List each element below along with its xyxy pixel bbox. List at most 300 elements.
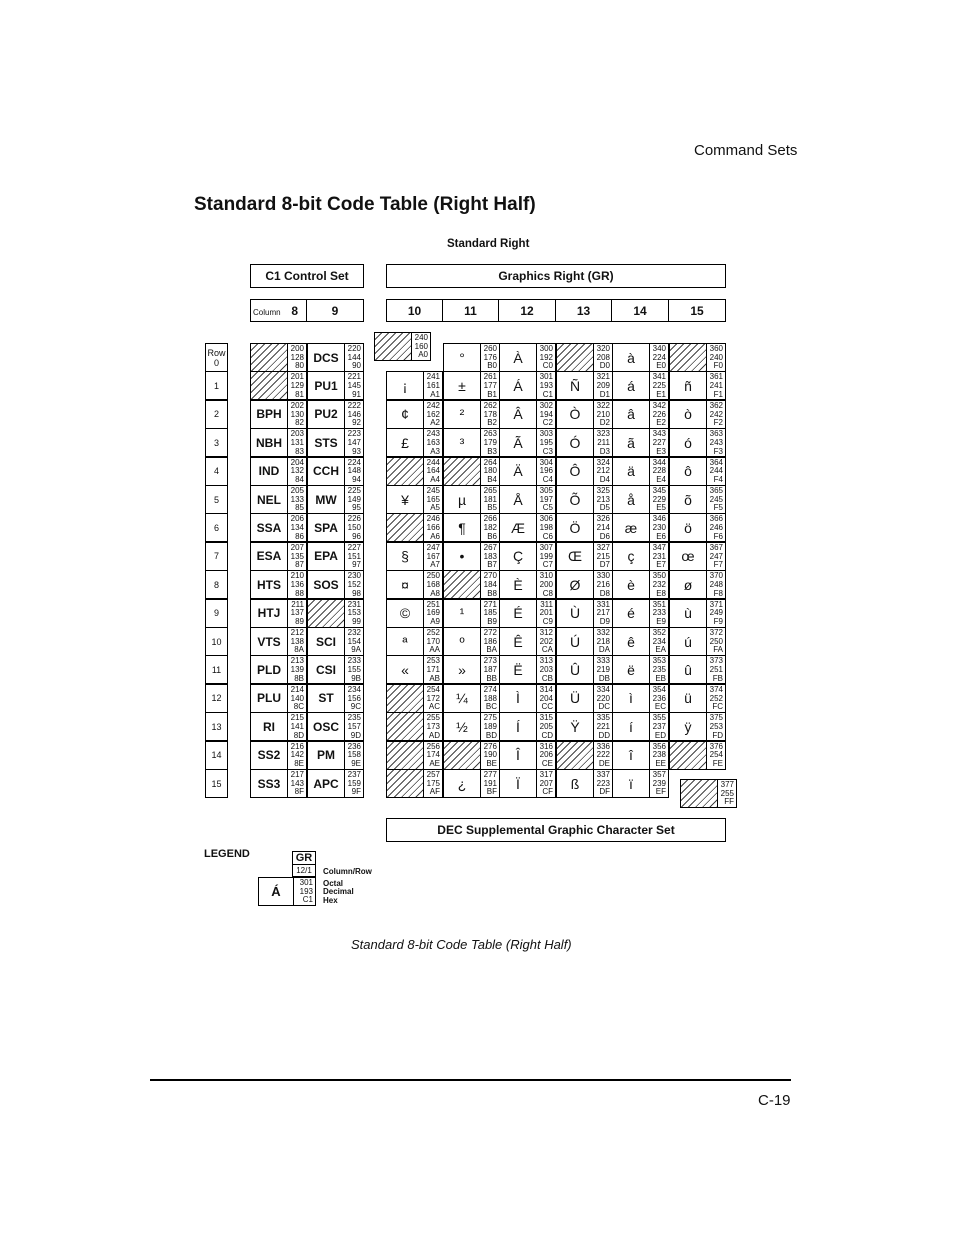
figure-caption: Standard 8-bit Code Table (Right Half) [351, 937, 572, 952]
cell-codes: 305 197 C5 [539, 486, 553, 513]
cell-codes: 250 168 A8 [426, 571, 440, 598]
cell-codes: 370 248 F8 [709, 571, 723, 598]
cell-codes: 334 220 DC [596, 684, 610, 712]
cell-glyph: ° [444, 344, 481, 371]
code-cell-c9 [499, 599, 556, 628]
code-cell-ef [612, 769, 669, 798]
cell-codes: 354 236 EC [652, 684, 666, 712]
cell-codes: 342 226 E2 [652, 400, 666, 428]
cell-glyph: ì [613, 685, 650, 712]
cell-glyph: SCI [308, 628, 345, 655]
cell-codes: 245 165 A5 [426, 486, 440, 513]
code-cell-d8 [556, 570, 613, 599]
graphics-right-header: Graphics Right (GR) [386, 264, 726, 288]
cell-codes: 340 224 E0 [652, 344, 666, 371]
code-cell-d4 [556, 457, 613, 486]
code-cell-d1 [556, 371, 613, 400]
cell-codes: 362 242 F2 [709, 400, 723, 428]
cell-codes: 326 214 D6 [596, 514, 610, 541]
cell-codes: 313 203 CB [539, 656, 553, 683]
legend-cell [258, 877, 316, 906]
code-cell-a2 [386, 400, 443, 429]
cell-glyph: Œ [557, 543, 594, 570]
cell-glyph: EPA [308, 543, 345, 570]
cell-glyph: ë [613, 656, 650, 683]
code-cell-8c [250, 684, 307, 713]
row-label-2: 2 [205, 400, 228, 429]
cell-codes: 266 182 B6 [483, 514, 497, 541]
code-cell-83 [250, 428, 307, 457]
row-label-8: 8 [205, 570, 228, 599]
column-word: Column [253, 308, 281, 317]
row-label-0: Row 0 [205, 343, 228, 372]
code-cell-ae [386, 741, 443, 770]
cell-glyph: PLD [251, 656, 288, 683]
row-label-5: 5 [205, 485, 228, 514]
cell-codes: 337 223 DF [596, 770, 610, 797]
code-cell-fc [669, 684, 726, 713]
cell-glyph: ± [444, 372, 481, 399]
code-cell-eb [612, 655, 669, 684]
cell-glyph [387, 713, 424, 740]
column-header-8: Column 8 [250, 299, 307, 322]
cell-glyph: Í [500, 713, 537, 740]
cell-glyph: IND [251, 458, 288, 485]
cell-glyph: Ø [557, 571, 594, 598]
code-cell-84 [250, 457, 307, 486]
code-cell-94 [307, 457, 364, 486]
code-cell-d9 [556, 599, 613, 628]
code-cell-81 [250, 371, 307, 400]
cell-glyph: À [500, 344, 537, 371]
cell-glyph: » [444, 656, 481, 683]
cell-glyph: ô [670, 458, 707, 485]
cell-glyph: Ú [557, 628, 594, 655]
cell-glyph: § [387, 543, 424, 570]
cell-codes: 243 163 A3 [426, 429, 440, 456]
cell-glyph: ³ [444, 429, 481, 456]
cell-codes: 302 194 C2 [539, 400, 553, 428]
code-cell-f7 [669, 542, 726, 571]
cell-glyph: ù [670, 600, 707, 627]
cell-glyph: Ã [500, 429, 537, 456]
cell-codes: 300 192 C0 [539, 344, 553, 371]
cell-codes: 220 144 90 [347, 344, 361, 371]
row-label-6: 6 [205, 513, 228, 542]
cell-codes: 203 131 83 [290, 429, 304, 456]
cell-glyph [444, 742, 481, 769]
cell-codes: 336 222 DE [596, 741, 610, 768]
legend-key-colrow: Column/Row [323, 867, 372, 876]
legend-codes: 301 193 C1 [299, 878, 313, 905]
code-cell-95 [307, 485, 364, 514]
cell-glyph: ü [670, 685, 707, 712]
cell-glyph: ö [670, 514, 707, 541]
cell-codes: 244 164 A4 [426, 457, 440, 484]
row-label-11: 11 [205, 655, 228, 684]
cell-codes: 270 184 B8 [483, 571, 497, 598]
cell-codes: 343 227 E3 [652, 429, 666, 456]
cell-glyph: ó [670, 429, 707, 456]
cell-glyph [387, 685, 424, 712]
cell-codes: 312 202 CA [539, 628, 553, 655]
cell-glyph: ò [670, 401, 707, 428]
code-cell-ab [386, 655, 443, 684]
cell-glyph: Ï [500, 770, 537, 797]
code-cell-9c [307, 684, 364, 713]
cell-glyph: PM [308, 742, 345, 769]
cell-codes: 216 142 8E [290, 741, 304, 768]
code-cell-e7 [612, 542, 669, 571]
cell-codes: 355 237 ED [652, 713, 666, 740]
cell-glyph: Æ [500, 514, 537, 541]
cell-codes: 261 177 B1 [483, 372, 497, 399]
cell-glyph [670, 344, 707, 371]
code-cell-b0 [443, 343, 500, 372]
cell-glyph: Â [500, 401, 537, 428]
cell-glyph: Á [500, 372, 537, 399]
cell-codes: 226 150 96 [347, 514, 361, 541]
row-label-7: 7 [205, 542, 228, 571]
cell-codes: 242 162 A2 [426, 400, 440, 428]
cell-codes: 201 129 81 [290, 372, 304, 399]
legend-key-decimal: Decimal [323, 887, 354, 896]
cell-codes: 233 155 9B [347, 656, 361, 683]
code-cell-8b [250, 655, 307, 684]
cell-codes: 210 136 88 [290, 571, 304, 598]
code-cell-df [556, 769, 613, 798]
cell-glyph: ª [387, 628, 424, 655]
cell-codes: 246 166 A6 [426, 514, 440, 541]
code-cell-d5 [556, 485, 613, 514]
cell-codes: 301 193 C1 [539, 372, 553, 399]
cell-codes: 325 213 D5 [596, 486, 610, 513]
cell-codes: 303 195 C3 [539, 429, 553, 456]
code-cell-fd [669, 712, 726, 741]
cell-glyph: ã [613, 429, 650, 456]
cell-glyph: ø [670, 571, 707, 598]
column-header-9: 9 [307, 299, 364, 322]
code-cell-aa [386, 627, 443, 656]
code-cell-e1 [612, 371, 669, 400]
column-header-15: 15 [669, 299, 726, 322]
cell-codes: 276 190 BE [483, 741, 497, 768]
cell-glyph: Ó [557, 429, 594, 456]
cell-glyph [387, 514, 424, 541]
cell-codes: 352 234 EA [652, 628, 666, 655]
cell-codes: 214 140 8C [290, 684, 304, 712]
cell-glyph: ñ [670, 372, 707, 399]
code-cell-c6 [499, 513, 556, 542]
code-cell-e8 [612, 570, 669, 599]
cell-codes: 330 216 D8 [596, 571, 610, 598]
code-cell-90 [307, 343, 364, 372]
code-cell-d6 [556, 513, 613, 542]
row-label-15: 15 [205, 769, 228, 798]
cell-codes: 227 151 97 [347, 542, 361, 570]
code-cell-9e [307, 741, 364, 770]
cell-codes: 320 208 D0 [596, 344, 610, 371]
cell-codes: 237 159 9F [347, 770, 361, 797]
code-cell-8d [250, 712, 307, 741]
cell-glyph: ç [613, 543, 650, 570]
code-cell-b2 [443, 400, 500, 429]
code-cell-e6 [612, 513, 669, 542]
code-cell-b5 [443, 485, 500, 514]
cell-glyph: SS2 [251, 742, 288, 769]
cell-glyph: ÿ [670, 713, 707, 740]
cell-glyph: Ò [557, 401, 594, 428]
cell-codes: 206 134 86 [290, 514, 304, 541]
cell-codes: 371 249 F9 [709, 599, 723, 626]
cell-glyph: « [387, 656, 424, 683]
cell-codes: 356 238 EE [652, 741, 666, 768]
cell-glyph: ¥ [387, 486, 424, 513]
cell-glyph: ¹ [444, 600, 481, 627]
cell-glyph: ï [613, 770, 650, 797]
cell-codes: 367 247 F7 [709, 542, 723, 570]
cell-codes: 223 147 93 [347, 429, 361, 456]
code-cell-93 [307, 428, 364, 457]
cell-glyph: í [613, 713, 650, 740]
code-cell-89 [250, 599, 307, 628]
cell-glyph: APC [308, 770, 345, 797]
code-cell-ba [443, 627, 500, 656]
cell-glyph: VTS [251, 628, 288, 655]
code-cell-98 [307, 570, 364, 599]
code-cell-db [556, 655, 613, 684]
cell-codes: 344 228 E4 [652, 457, 666, 484]
cell-codes: 207 135 87 [290, 542, 304, 570]
code-cell-b7 [443, 542, 500, 571]
code-cell-de [556, 741, 613, 770]
code-cell-91 [307, 371, 364, 400]
code-cell-92 [307, 400, 364, 429]
cell-glyph [387, 742, 424, 769]
code-cell-da [556, 627, 613, 656]
cell-glyph: © [387, 600, 424, 627]
cell-glyph: PLU [251, 685, 288, 712]
standard-right-label: Standard Right [447, 238, 530, 250]
cell-codes: 273 187 BB [483, 656, 497, 683]
cell-glyph: œ [670, 543, 707, 570]
cell-glyph: µ [444, 486, 481, 513]
code-cell-99 [307, 599, 364, 628]
cell-glyph: SPA [308, 514, 345, 541]
code-cell-97 [307, 542, 364, 571]
page-title: Standard 8-bit Code Table (Right Half) [194, 194, 536, 215]
cell-codes: 304 196 C4 [539, 457, 553, 484]
code-cell-c4 [499, 457, 556, 486]
cell-glyph: MW [308, 486, 345, 513]
code-cell-c1 [499, 371, 556, 400]
cell-codes: 211 137 89 [290, 599, 304, 626]
cell-codes: 260 176 B0 [483, 344, 497, 371]
cell-codes: 217 143 8F [290, 770, 304, 797]
cell-codes: 204 132 84 [290, 457, 304, 484]
cell-glyph: NBH [251, 429, 288, 456]
cell-codes: 247 167 A7 [426, 542, 440, 570]
code-cell-b8 [443, 570, 500, 599]
cell-glyph: CCH [308, 458, 345, 485]
code-cell-c8 [499, 570, 556, 599]
cell-glyph: ¢ [387, 401, 424, 428]
cell-glyph: ê [613, 628, 650, 655]
cell-glyph: HTS [251, 571, 288, 598]
page-number: C-19 [758, 1092, 791, 1109]
code-cell-a3 [386, 428, 443, 457]
cell-codes: 231 153 99 [347, 599, 361, 626]
cell-glyph: SOS [308, 571, 345, 598]
cell-codes: 357 239 EF [652, 770, 666, 797]
cell-codes: 361 241 F1 [709, 372, 723, 399]
cell-glyph: STS [308, 429, 345, 456]
code-cell-9d [307, 712, 364, 741]
c1-control-set-header: C1 Control Set [250, 264, 364, 288]
cell-codes: 373 251 FB [709, 656, 723, 683]
cell-glyph: BPH [251, 401, 288, 428]
cell-glyph: • [444, 543, 481, 570]
cell-glyph: ² [444, 401, 481, 428]
cell-glyph: ¶ [444, 514, 481, 541]
cell-codes: 374 252 FC [709, 684, 723, 712]
cell-codes: 322 210 D2 [596, 400, 610, 428]
cell-glyph [557, 742, 594, 769]
code-cell-a6 [386, 513, 443, 542]
code-cell-ff: 377 255 FF [680, 779, 737, 808]
cell-glyph: Ü [557, 685, 594, 712]
code-cell-f0 [669, 343, 726, 372]
cell-glyph: É [500, 600, 537, 627]
code-cell-f2 [669, 400, 726, 429]
cell-codes: 256 174 AE [426, 741, 440, 768]
cell-codes: 324 212 D4 [596, 457, 610, 484]
code-cell-be [443, 741, 500, 770]
cell-glyph: Ä [500, 458, 537, 485]
code-cell-82 [250, 400, 307, 429]
code-cell-f8 [669, 570, 726, 599]
code-cell-f9 [669, 599, 726, 628]
code-cell-f6 [669, 513, 726, 542]
cell-glyph [308, 600, 345, 627]
cell-codes: 230 152 98 [347, 571, 361, 598]
cell-glyph: Ê [500, 628, 537, 655]
cell-codes: 275 189 BD [483, 713, 497, 740]
cell-codes: 222 146 92 [347, 400, 361, 428]
cell-codes: 335 221 DD [596, 713, 610, 740]
code-cell-a5 [386, 485, 443, 514]
cell-codes: 213 139 8B [290, 656, 304, 683]
code-cell-ed [612, 712, 669, 741]
code-cell-a4 [386, 457, 443, 486]
cell-codes: 333 219 DB [596, 656, 610, 683]
cell-codes: 265 181 B5 [483, 486, 497, 513]
row-label-13: 13 [205, 712, 228, 741]
code-cell-87 [250, 542, 307, 571]
code-cell-c2 [499, 400, 556, 429]
cell-glyph: Ù [557, 600, 594, 627]
cell-codes: 205 133 85 [290, 486, 304, 513]
code-cell-ca [499, 627, 556, 656]
code-cell-f5 [669, 485, 726, 514]
cell-codes: 314 204 CC [539, 684, 553, 712]
cell-glyph: PU1 [308, 372, 345, 399]
code-cell-b6 [443, 513, 500, 542]
cell-codes: 257 175 AF [426, 770, 440, 797]
cell-codes: 365 245 F5 [709, 486, 723, 513]
cell-glyph: PU2 [308, 401, 345, 428]
code-cell-ce [499, 741, 556, 770]
cell-codes: 376 254 FE [709, 741, 723, 768]
cell-glyph: ß [557, 770, 594, 797]
cell-codes: 331 217 D9 [596, 599, 610, 626]
cell-glyph [387, 770, 424, 797]
cell-glyph: â [613, 401, 650, 428]
code-cell-8f [250, 769, 307, 798]
cell-glyph: é [613, 600, 650, 627]
legend-glyph: Á [259, 878, 294, 905]
code-cell-d3 [556, 428, 613, 457]
column-header-14: 14 [612, 299, 669, 322]
column-header-11: 11 [443, 299, 499, 322]
cell-glyph: ú [670, 628, 707, 655]
cell-glyph: º [444, 628, 481, 655]
row-label-9: 9 [205, 599, 228, 628]
code-cell-a1 [386, 371, 443, 400]
cell-glyph: î [613, 742, 650, 769]
legend-colrow: 12/1 [292, 865, 316, 877]
row-label-3: 3 [205, 428, 228, 457]
cell-codes: 264 180 B4 [483, 457, 497, 484]
code-cell-9a [307, 627, 364, 656]
code-cell-88 [250, 570, 307, 599]
code-cell-cd [499, 712, 556, 741]
cell-glyph: ¡ [387, 372, 424, 399]
cell-codes: 364 244 F4 [709, 457, 723, 484]
code-cell-cb [499, 655, 556, 684]
cell-codes: 274 188 BC [483, 684, 497, 712]
code-cell-c7 [499, 542, 556, 571]
code-cell-e3 [612, 428, 669, 457]
code-cell-d2 [556, 400, 613, 429]
cell-codes: 306 198 C6 [539, 514, 553, 541]
code-cell-bf [443, 769, 500, 798]
cell-codes: 225 149 95 [347, 486, 361, 513]
cell-glyph: Ë [500, 656, 537, 683]
cell-glyph: SS3 [251, 770, 288, 797]
cell-codes: 323 211 D3 [596, 429, 610, 456]
row-label-1: 1 [205, 371, 228, 400]
cell-codes: 255 173 AD [426, 713, 440, 740]
cell-codes: 353 235 EB [652, 656, 666, 683]
cell-glyph: Î [500, 742, 537, 769]
legend-key-hex: Hex [323, 896, 338, 905]
cell-glyph [387, 458, 424, 485]
code-cell-cc [499, 684, 556, 713]
cell-glyph: Û [557, 656, 594, 683]
cell-codes: 277 191 BF [483, 770, 497, 797]
cell-codes: 346 230 E6 [652, 514, 666, 541]
code-cell-96 [307, 513, 364, 542]
cell-glyph: OSC [308, 713, 345, 740]
cell-glyph: ¼ [444, 685, 481, 712]
cell-glyph [251, 372, 288, 399]
cell-glyph: Ÿ [557, 713, 594, 740]
cell-codes: 251 169 A9 [426, 599, 440, 626]
cell-codes: 316 206 CE [539, 741, 553, 768]
cell-glyph: ST [308, 685, 345, 712]
cell-codes: 332 218 DA [596, 628, 610, 655]
